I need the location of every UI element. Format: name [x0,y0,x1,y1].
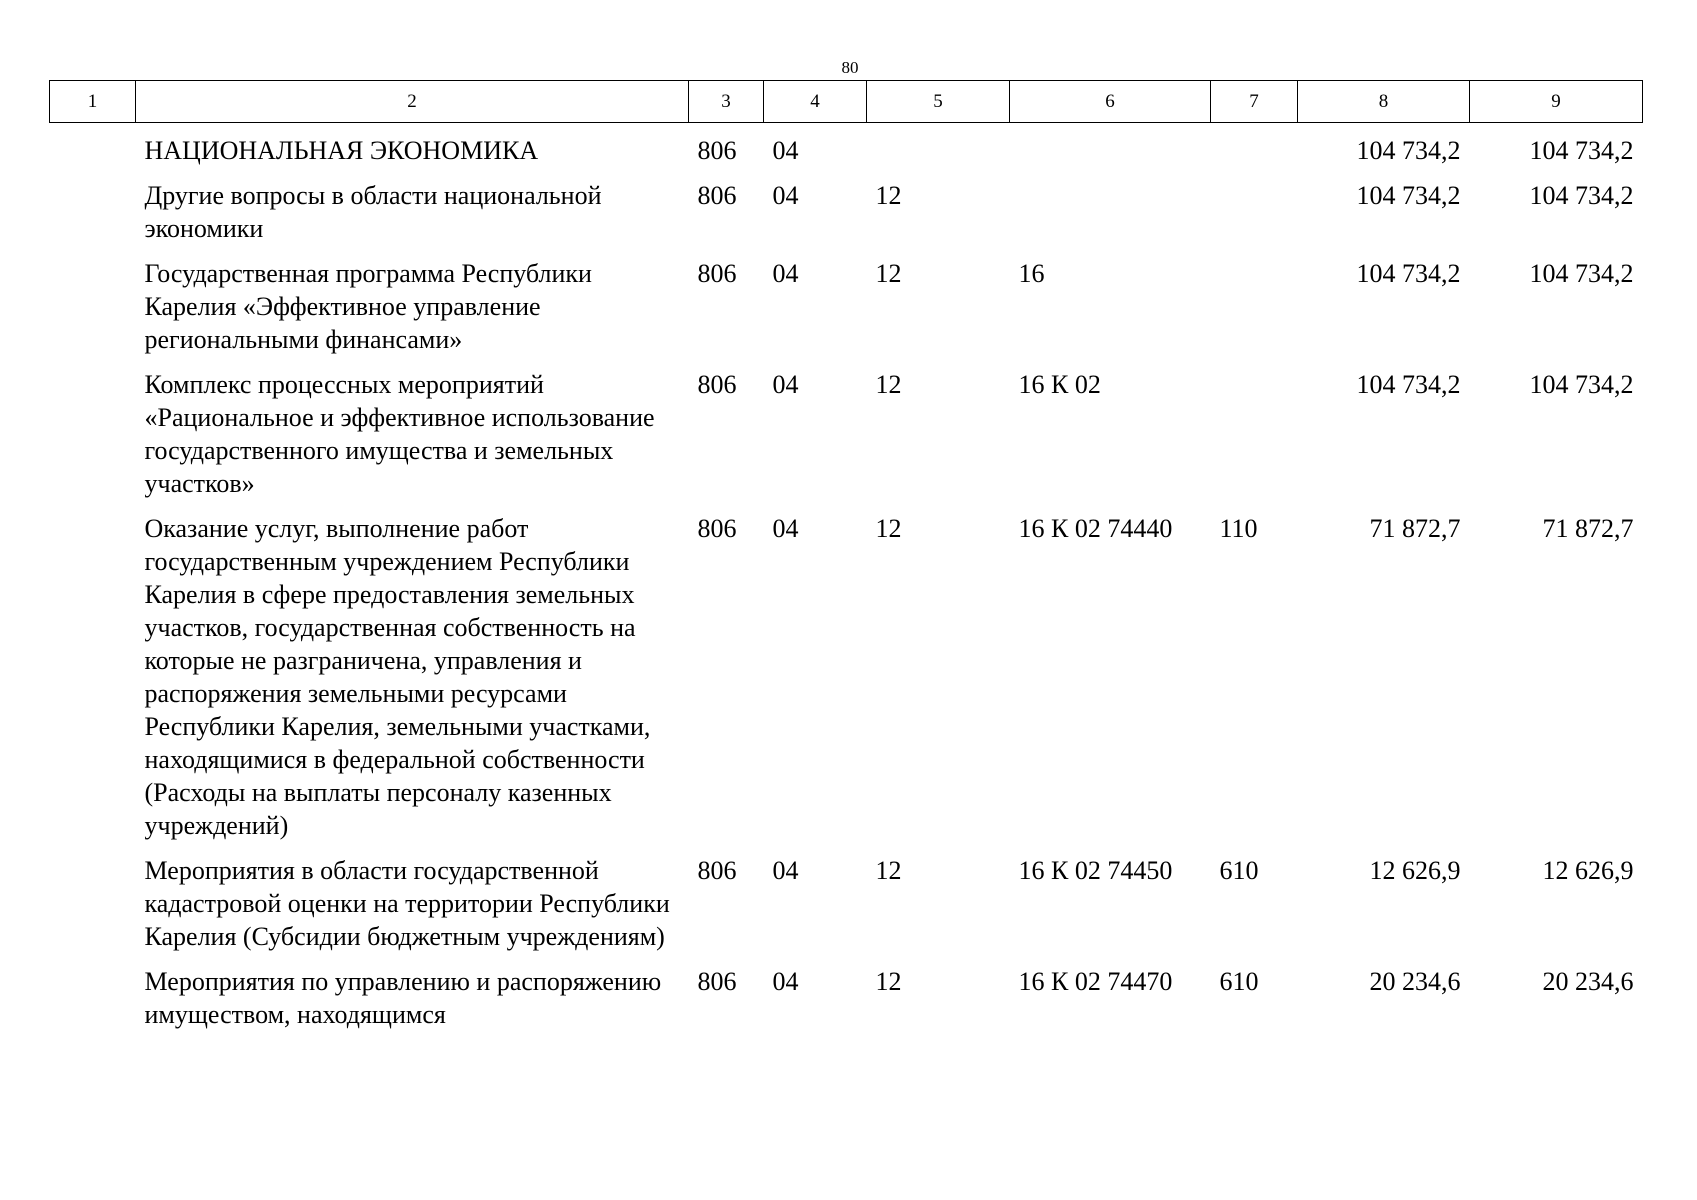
amount-cell: 12 626,9 [1542,856,1634,885]
expense-type-cell: 610 [1219,856,1259,885]
row-name-cell: Другие вопросы в области национальной экономики [144,181,602,243]
section-code-cell: 04 [772,856,799,885]
expense-type-cell [1211,356,1298,500]
table-row [50,167,1643,245]
table-row [50,123,1643,168]
expense-type-cell [1211,167,1298,245]
expense-type-cell [1211,245,1298,356]
table-row [50,953,1643,1031]
row-index-cell [50,953,136,1031]
column-header: 1 [50,81,136,123]
subsection-code-cell [867,123,1010,168]
column-number-header-row [50,81,1643,123]
row-name-cell: НАЦИОНАЛЬНАЯ ЭКОНОМИКА [144,136,539,165]
column-header: 2 [136,81,689,123]
row-name-cell: Оказание услуг, выполнение работ государственным учреждением Республики Карелия в сфере предоставления земельных участков, государственная собственность на которые не разграничена, управления и распоряжения земельными ресурсами Республики Карелия, земельными участками, находящимися в федеральной собственности (Расходы на выплаты персоналу казенных учреждений) [144,514,651,840]
page-number: 80 [841,58,859,77]
target-article-cell: 16 К 02 74470 [1018,967,1173,996]
column-header: 7 [1211,81,1298,123]
amount-cell: 71 872,7 [1369,514,1461,543]
column-header: 4 [764,81,867,123]
row-name-cell: Комплекс процессных мероприятий «Рациональное и эффективное использование государственного имущества и земельных участков» [144,370,655,498]
amount-cell: 104 734,2 [1356,370,1461,399]
column-header: 6 [1010,81,1211,123]
column-header: 9 [1470,81,1643,123]
table-row [50,356,1643,500]
ministry-code-cell: 806 [697,514,737,543]
ministry-code-cell: 806 [697,967,737,996]
section-code-cell: 04 [772,136,799,165]
amount-cell: 104 734,2 [1356,181,1461,210]
row-index-cell [50,245,136,356]
row-index-cell [50,500,136,842]
budget-table [49,80,1643,1031]
expense-type-cell: 610 [1219,967,1259,996]
subsection-code-cell: 12 [875,856,902,885]
amount-cell: 104 734,2 [1529,370,1634,399]
table-row [50,245,1643,356]
target-article-cell: 16 [1018,259,1045,288]
row-name-cell: Мероприятия в области государственной кадастровой оценки на территории Республики Карелия (Субсидии бюджетным учреждениям) [144,856,670,951]
ministry-code-cell: 806 [697,181,737,210]
row-name-cell: Мероприятия по управлению и распоряжению имуществом, находящимся [144,967,662,1029]
target-article-cell: 16 К 02 [1018,370,1101,399]
target-article-cell [1010,123,1211,168]
amount-cell: 104 734,2 [1356,259,1461,288]
amount-cell: 12 626,9 [1369,856,1461,885]
row-index-cell [50,356,136,500]
column-header: 8 [1298,81,1470,123]
column-header: 3 [689,81,764,123]
amount-cell: 104 734,2 [1529,136,1634,165]
target-article-cell [1010,167,1211,245]
section-code-cell: 04 [772,370,799,399]
target-article-cell: 16 К 02 74440 [1018,514,1173,543]
amount-cell: 71 872,7 [1542,514,1634,543]
expense-type-cell: 110 [1219,514,1258,543]
amount-cell: 104 734,2 [1356,136,1461,165]
subsection-code-cell: 12 [875,370,902,399]
section-code-cell: 04 [772,259,799,288]
section-code-cell: 04 [772,181,799,210]
expense-type-cell [1211,123,1298,168]
table-row [50,842,1643,953]
section-code-cell: 04 [772,967,799,996]
row-index-cell [50,842,136,953]
subsection-code-cell: 12 [875,181,902,210]
amount-cell: 20 234,6 [1542,967,1634,996]
subsection-code-cell: 12 [875,967,902,996]
ministry-code-cell: 806 [697,370,737,399]
target-article-cell: 16 К 02 74450 [1018,856,1173,885]
table-row [50,500,1643,842]
amount-cell: 20 234,6 [1369,967,1461,996]
row-name-cell: Государственная программа Республики Карелия «Эффективное управление региональными финансами» [144,259,592,354]
subsection-code-cell: 12 [875,259,902,288]
amount-cell: 104 734,2 [1529,259,1634,288]
row-index-cell [50,167,136,245]
subsection-code-cell: 12 [875,514,902,543]
row-index-cell [50,123,136,168]
ministry-code-cell: 806 [697,136,737,165]
amount-cell: 104 734,2 [1529,181,1634,210]
column-header: 5 [867,81,1010,123]
section-code-cell: 04 [772,514,799,543]
ministry-code-cell: 806 [697,259,737,288]
ministry-code-cell: 806 [697,856,737,885]
